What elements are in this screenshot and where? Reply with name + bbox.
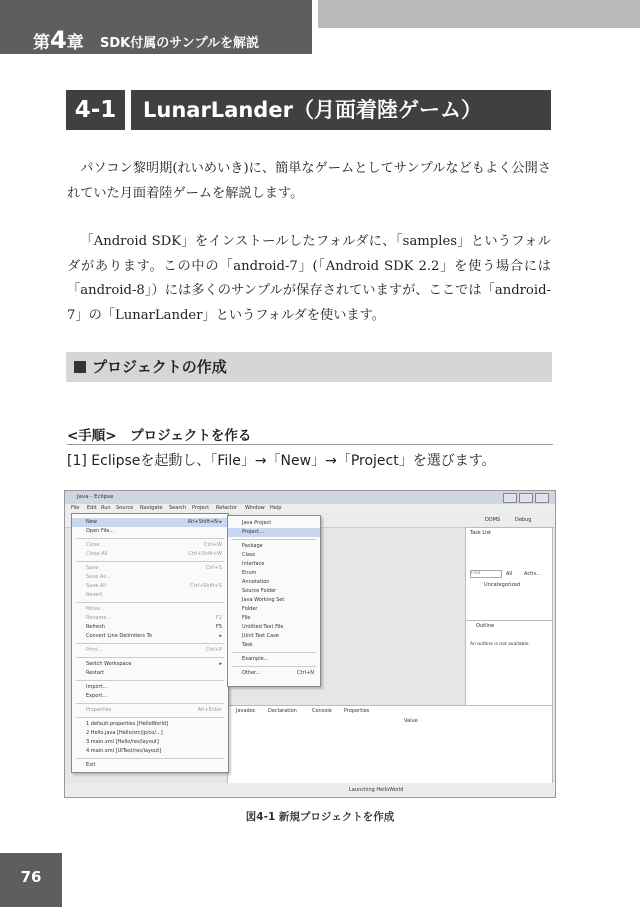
tab-console[interactable]: Console (312, 708, 332, 714)
menu-file[interactable]: File (71, 505, 80, 511)
find-input[interactable]: Find (470, 570, 502, 578)
menu-source[interactable]: Source (116, 505, 134, 511)
chapter-label: 第4章 (33, 26, 84, 54)
submenu-enum[interactable]: Enum (242, 570, 257, 576)
menu-edit[interactable]: Edit (87, 505, 97, 511)
submenu-source-folder[interactable]: Source Folder (242, 588, 277, 594)
menu-help[interactable]: Help (270, 505, 282, 511)
menu-window[interactable]: Window (245, 505, 265, 511)
square-icon (74, 361, 86, 373)
maximize-icon[interactable] (519, 493, 533, 503)
value-column-header: Value (404, 718, 418, 724)
new-submenu (227, 515, 321, 687)
menu-item-refresh[interactable]: Refresh F5 (86, 624, 222, 630)
recent-file-4[interactable]: 4 main.xml [UITest/res/layout] (86, 748, 162, 754)
submenu-java-working-set[interactable]: Java Working Set (242, 597, 285, 603)
chapter-header (0, 0, 312, 54)
all-filter[interactable]: All (506, 571, 513, 577)
perspective-ddms[interactable]: DDMS (485, 517, 501, 523)
submenu-example[interactable]: Example... (242, 656, 269, 662)
menu-item-save[interactable]: Save Ctrl+S (86, 565, 222, 571)
close-icon[interactable] (535, 493, 549, 503)
header-rule (318, 27, 640, 28)
menu-item-close[interactable]: Close Ctrl+W (86, 542, 222, 548)
menu-item-new[interactable]: New Alt+Shift+N ▸ (72, 518, 228, 527)
menu-item-open-file[interactable]: Open File... (86, 528, 115, 534)
section-number: 4-1 (66, 90, 125, 130)
submenu-other[interactable]: Other... Ctrl+N (242, 670, 314, 676)
submenu-annotation[interactable]: Annotation (242, 579, 270, 585)
paragraph-1: パソコン黎明期(れいめいき)に、簡単なゲームとしてサンプルなどもよく公開されていた月面着陸ゲームを解説します。 (67, 161, 551, 201)
menu-item-convert-line-delimiters[interactable]: Convert Line Delimiters To ▸ (86, 633, 222, 639)
recent-file-2[interactable]: 2 Hello.java [Hello/src/jp/co/...] (86, 730, 163, 736)
menu-project[interactable]: Project (192, 505, 210, 511)
activate-filter[interactable]: Activ... (524, 571, 541, 577)
recent-file-3[interactable]: 3 main.xml [Hello/res/layout] (86, 739, 159, 745)
page-title: LunarLander（月面着陸ゲーム） (131, 90, 551, 130)
minimize-icon[interactable] (503, 493, 517, 503)
outline-title: Outline (476, 623, 495, 629)
submenu-junit-test-case[interactable]: JUnit Test Case (242, 633, 279, 639)
menu-item-move[interactable]: Move... (86, 606, 105, 612)
uncategorized-item[interactable]: Uncategorized (484, 582, 521, 588)
submenu-folder[interactable]: Folder (242, 606, 258, 612)
perspective-debug[interactable]: Debug (515, 517, 532, 523)
menu-refactor[interactable]: Refactor (216, 505, 237, 511)
menubar (65, 504, 555, 513)
task-list-title: Task List (470, 530, 492, 536)
menu-item-save-as[interactable]: Save As... (86, 574, 111, 580)
tab-declaration[interactable]: Declaration (268, 708, 297, 714)
bottom-pane (227, 705, 553, 785)
submenu-package[interactable]: Package (242, 543, 263, 549)
recent-file-1[interactable]: 1 default.properties [HelloWorld] (86, 721, 168, 727)
menu-item-properties[interactable]: Properties Alt+Enter (86, 707, 222, 713)
figure-caption: 図4-1 新規プロジェクトを作成 (245, 811, 395, 823)
window-title: Java - Eclipse (77, 494, 114, 500)
file-menu (71, 513, 229, 773)
tab-properties[interactable]: Properties (344, 708, 370, 714)
menu-item-close-all[interactable]: Close All Ctrl+Shift+W (86, 551, 222, 557)
submenu-file[interactable]: File (242, 615, 251, 621)
menu-item-restart[interactable]: Restart (86, 670, 104, 676)
paragraph-2: 「Android SDK」をインストールしたフォルダに、「samples」というフォルダがあります。この中の「android-7」(「Android SDK 2.2」を使う場合には「android-8」）には多くのサンプルが保存されていますが、ここでは「android-7」の「LunarLander」というフォルダを使います。 (67, 234, 551, 323)
section-heading: プロジェクトの作成 (66, 352, 552, 382)
chapter-title: SDK付属のサンプルを解説 (100, 36, 260, 51)
submenu-task[interactable]: Task (242, 642, 253, 648)
step-rule (67, 444, 553, 445)
task-list-pane (465, 527, 553, 709)
menu-item-revert[interactable]: Revert (86, 592, 103, 598)
page-number: 76 (0, 853, 62, 907)
menu-navigate[interactable]: Navigate (140, 505, 163, 511)
menu-search[interactable]: Search (169, 505, 187, 511)
window-titlebar (65, 491, 555, 504)
status-text: Launching HelloWorld (349, 787, 404, 793)
menu-run[interactable]: Run (101, 505, 111, 511)
step-instruction: [1] Eclipseを起動し、「File」→「New」→「Project」を選びます。 (67, 453, 496, 469)
tab-javadoc[interactable]: Javadoc (236, 708, 256, 714)
eclipse-screenshot (64, 490, 556, 798)
menu-item-import[interactable]: Import... (86, 684, 108, 690)
header-bar (318, 0, 640, 27)
status-bar (65, 783, 555, 797)
menu-item-print[interactable]: Print... Ctrl+P (86, 647, 222, 653)
menu-item-export[interactable]: Export... (86, 693, 108, 699)
submenu-untitled-text-file[interactable]: Untitled Text File (242, 624, 284, 630)
step-heading: <手順> プロジェクトを作る (67, 428, 252, 444)
submenu-java-project[interactable]: Java Project (242, 520, 272, 526)
submenu-class[interactable]: Class (242, 552, 256, 558)
menu-item-switch-workspace[interactable]: Switch Workspace ▸ (86, 661, 222, 667)
submenu-project[interactable]: Project... (228, 528, 320, 537)
menu-item-exit[interactable]: Exit (86, 762, 96, 768)
menu-item-rename[interactable]: Rename... F2 (86, 615, 222, 621)
submenu-interface[interactable]: Interface (242, 561, 265, 567)
menu-item-save-all[interactable]: Save All Ctrl+Shift+S (86, 583, 222, 589)
outline-message: An outline is not available. (470, 642, 530, 647)
